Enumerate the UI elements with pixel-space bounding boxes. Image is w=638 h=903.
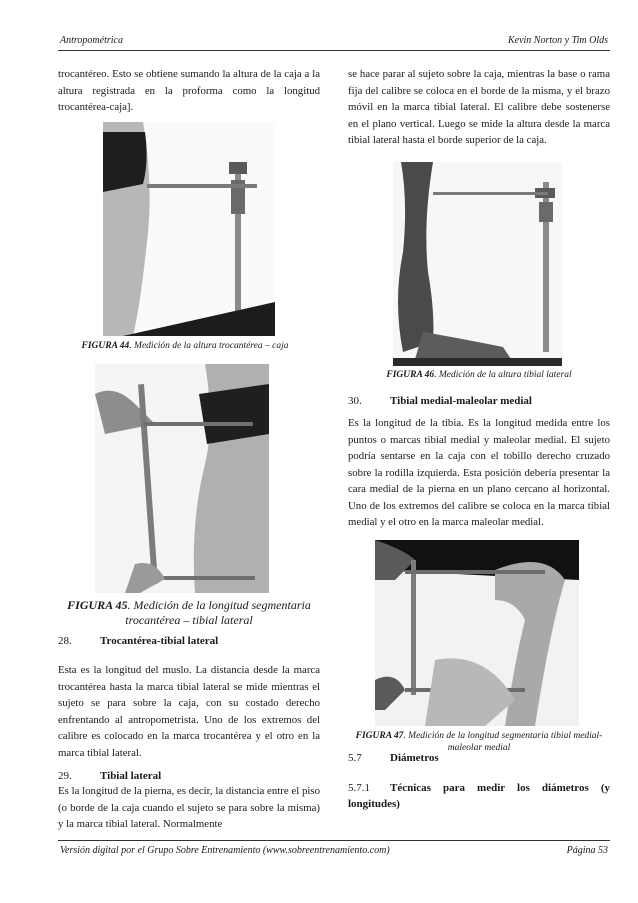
section-5-7-1-number: 5.7.1 [348,782,370,794]
section-5-7-1-line1 [348,780,610,796]
section-5-7-title: Diámetros [390,752,439,764]
figure-47-photo [375,540,579,726]
figure-44-photo [103,122,275,336]
running-header-left: Antropométrica [60,35,123,46]
section-29-heading [58,770,161,782]
section-30-number: 30. [348,395,362,407]
figure-46-photo [393,162,562,366]
figure-47-number: FIGURA 47 [355,731,404,741]
section-29-body: Es la longitud de la pierna, es decir, la distancia entre el piso (o borde de la caja cuando el sujeto se para sobre la misma) y la marca tibial lateral. Normalmente [58,785,320,830]
figure-44-number: FIGURA 44 [81,341,130,351]
figure-45-photo [95,364,269,593]
section-30-heading [348,395,532,407]
running-footer-left: Versión digital por el Grupo Sobre Entrenamiento (www.sobreentrenamiento.com) [60,845,390,856]
figure-45-caption-line2: trocantérea – tibial lateral [125,613,253,627]
section-5-7-1-heading [348,780,610,812]
figure-47-caption [348,730,610,754]
page-number: Página 53 [566,845,608,856]
section-29-title: Tibial lateral [100,770,162,782]
section-5-7-number: 5.7 [348,752,362,764]
figure-45-caption-line1 [58,598,320,613]
figure-46-caption [348,369,610,381]
section-28-number: 28. [58,635,72,647]
section-5-7-heading [348,752,439,764]
figure-44-caption [70,340,300,352]
section-28-heading [58,635,218,647]
figure-44-caption-text: . Medición de la altura trocantérea – caja [129,341,289,351]
figure-45-number: FIGURA 45 [67,598,128,612]
footer-rule [58,840,610,841]
section-5-7-1-title: Técnicas para medir los diámetros (y [390,782,610,794]
header-rule [58,50,610,51]
running-header-right: Kevin Norton y Tim Olds [507,35,608,46]
left-intro-paragraph: trocantéreo. Esto se obtiene sumando la altura de la caja a la altura registrada en la proforma como la longitud trocantérea-caja]. [58,68,320,113]
section-28-body: Esta es la longitud del muslo. La distancia desde la marca trocantérea hasta la marca tibial lateral se mide mientras el sujeto se para sobre la caja, con su costado derecho enfrentando al antropometrista. Uno de los extremos del calibre es colocado en la marca trocantérea y el otro en la marca tibial lateral. [58,664,320,759]
figure-46-caption-text: . Medición de la altura tibial lateral [434,370,572,380]
section-30-body: Es la longitud de la tibia. Es la longitud medida entre los puntos o marcas tibial medial y maleolar medial. El sujeto podría sentarse en la caja con el tobillo derecho cruzado sobre la rodilla izquierda. Esta posición debería presentar la cara medial de la pierna en un plano cercano al horizontal. Uno de los extremos del calibre se coloca en la marca tibial medial y el otro en la marca maleolar medial. [348,417,610,528]
right-intro-paragraph: se hace parar al sujeto sobre la caja, mientras la base o rama fija del calibre se coloca en el borde de la misma, y el brazo móvil en la marca tibial lateral. El calibre debe sostenerse en el plano vertical. Luego se mide la altura desde la marca tibial lateral hasta el borde superior de la caja. [348,68,610,146]
section-29-number: 29. [58,770,72,782]
section-5-7-1-line2: longitudes) [348,798,400,810]
figure-47-caption-line1 [348,730,610,742]
figure-46-number: FIGURA 46 [386,370,435,380]
section-28-title: Trocantérea-tibial lateral [100,635,219,647]
figure-45-caption [58,598,320,628]
figure-45-caption-text1: . Medición de la longitud segmentaria [127,598,311,612]
section-30-title: Tibial medial-maleolar medial [390,395,532,407]
figure-47-caption-line2: maleolar medial [447,743,511,753]
figure-47-caption-text1: . Medición de la longitud segmentaria tibial medial- [403,731,603,741]
